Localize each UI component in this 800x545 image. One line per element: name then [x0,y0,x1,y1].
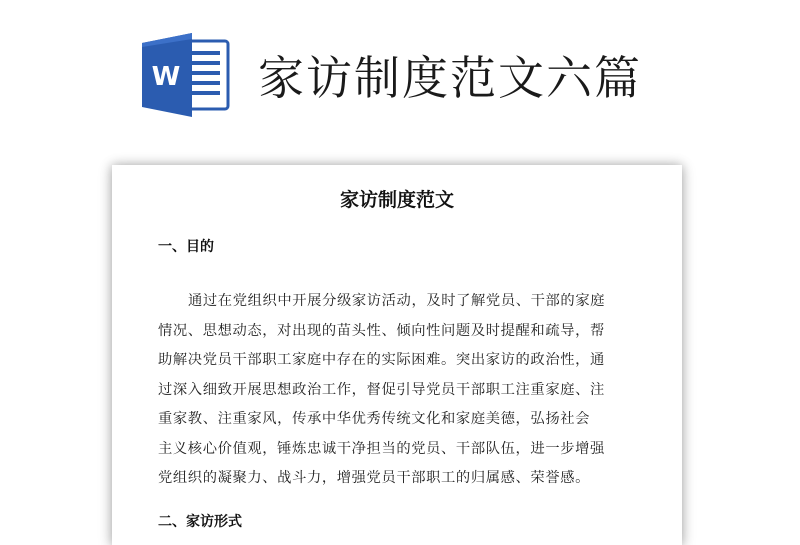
document-title: 家访制度范文 [339,189,454,211]
word-document-icon [142,33,230,117]
body-line: 过深入细致开展思想政治工作，督促引导党员干部职工注重家庭、注 [158,381,605,398]
header-banner [0,0,800,140]
body-line: 通过在党组织中开展分级家访活动，及时了解党员、干部的家庭 [188,293,606,309]
page-title: 家访制度范文六篇 [258,51,642,105]
body-line: 情况、思想动态，对出现的苗头性、倾向性问题及时提醒和疏导，帮 [158,322,605,339]
section-heading-purpose: 一、目的 [158,239,214,255]
section-heading-visit-format: 二、家访形式 [158,514,242,530]
body-line: 党组织的凝聚力、战斗力，增强党员干部职工的归属感、荣誉感。 [158,470,591,486]
body-line: 助解决党员干部职工家庭中存在的实际困难。突出家访的政治性，通 [158,352,605,368]
body-line: 重家教、注重家风，传承中华优秀传统文化和家庭美德，弘扬社会 [158,411,591,427]
body-line: 主义核心价值观，锤炼忠诚干净担当的党员、干部队伍，进一步增强 [158,440,605,457]
word-icon-letter: W [151,62,181,92]
section-body-purpose [158,287,638,494]
document-page [112,165,682,545]
